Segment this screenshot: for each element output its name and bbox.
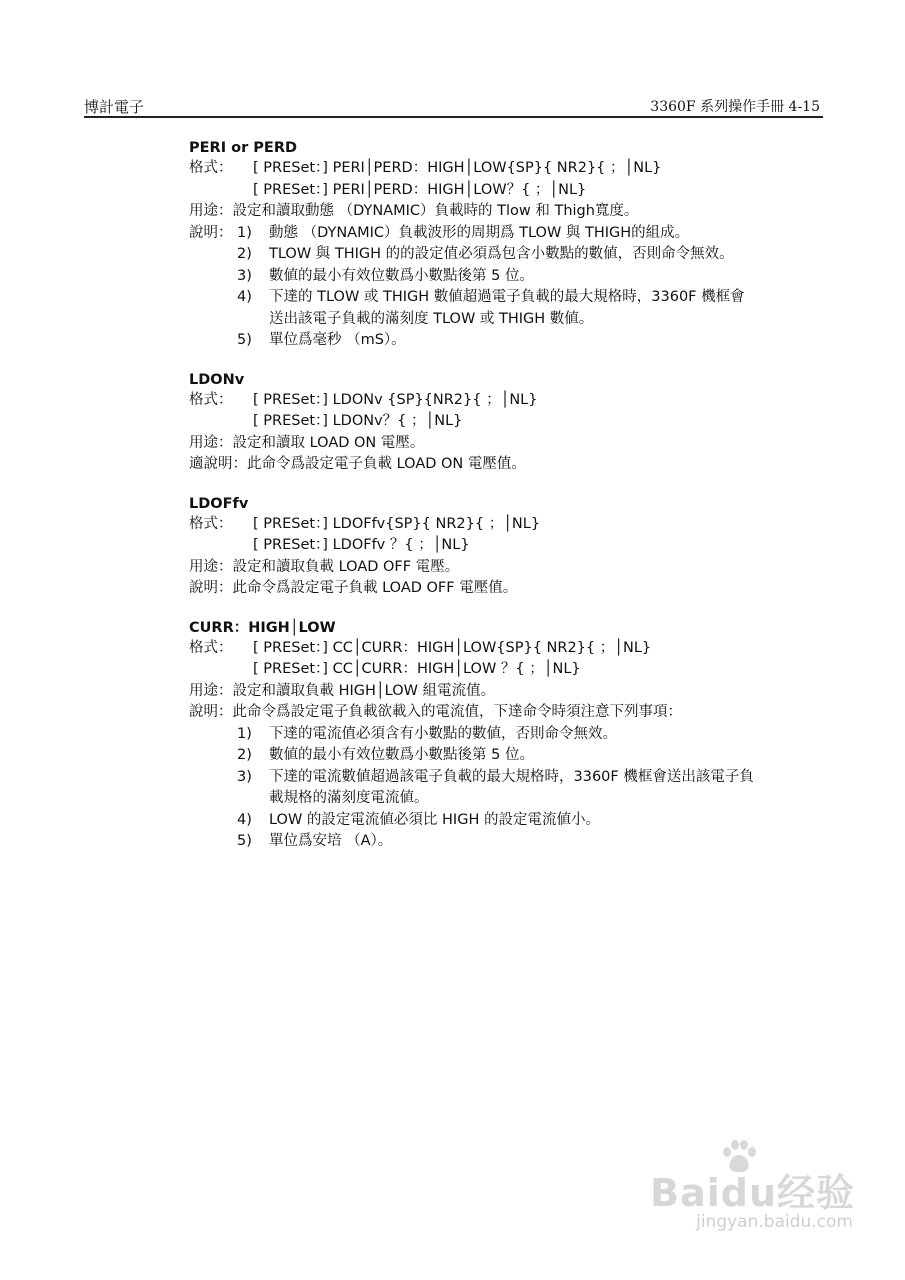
- desc-item: [189, 330, 829, 352]
- item-text: 單位爲毫秒 （mS）。: [269, 332, 406, 348]
- description-intro: 說明：此命令爲設定電子負載欲載入的電流值，下達命令時須注意下列事項：: [189, 704, 682, 720]
- item-text: 數値的最小有效位數爲小數點後第 5 位。: [269, 747, 534, 763]
- item-number: 4): [237, 811, 252, 828]
- desc-item: [189, 223, 829, 245]
- item-number: 2): [237, 246, 252, 262]
- item-text: 單位爲安培 （A）。: [269, 833, 393, 849]
- usage-line: 用途：設定和讀取負載 LOAD OFF 電壓。: [189, 558, 460, 575]
- desc-label: 說明：: [189, 224, 233, 241]
- format-code: [ PRESet：] CC│CURR：HIGH│LOW{SP}{ NR2}{ ；│NL}: [253, 639, 652, 656]
- section-title: LDONv: [189, 371, 245, 388]
- section-title: LDOFfv: [189, 495, 249, 512]
- format-code: [ PRESet：] LDOFfv{SP}{ NR2}{ ；│NL}: [253, 515, 541, 532]
- item-text: 載規格的滿刻度電流値。: [269, 790, 429, 806]
- item-number: 5): [237, 332, 252, 348]
- desc-item-continued: [189, 309, 829, 331]
- item-text: 數値的最小有效位數爲小數點後第 5 位。: [269, 267, 534, 284]
- baidu-watermark: [635, 1140, 855, 1240]
- item-number: 3): [237, 267, 252, 284]
- item-number: 5): [237, 833, 252, 849]
- watermark-logo: Baidu经验: [650, 1171, 855, 1215]
- item-text: 下達的電流值必須含有小數點的數値，否則命令無效。: [269, 725, 617, 742]
- desc-item: [189, 745, 829, 767]
- usage-line: 用途：設定和讀取 LOAD ON 電壓。: [189, 434, 425, 451]
- desc-item: [189, 810, 829, 832]
- format-label: 格式：: [189, 515, 233, 532]
- format-label: 格式：: [189, 160, 233, 176]
- desc-item-continued: [189, 788, 829, 810]
- section-curr-high-low: [189, 618, 829, 853]
- item-text: 下達的 TLOW 或 THIGH 數値超過電子負載的最大規格時，3360F 機框會: [269, 289, 745, 305]
- item-number: 4): [237, 289, 252, 305]
- format-code: [ PRESet：] LDONv？{ ；│NL}: [253, 413, 463, 429]
- item-number: 2): [237, 747, 252, 763]
- watermark-url: jingyan.baidu.com: [696, 1212, 853, 1232]
- item-text: TLOW 與 THIGH 的的設定值必須爲包含小數點的數値，否則命令無效。: [269, 246, 734, 262]
- format-line: [189, 514, 829, 536]
- format-line: [189, 638, 829, 660]
- desc-item: [189, 244, 829, 266]
- header-manual-page: 3360F 系列操作手冊 4-15: [650, 99, 820, 115]
- format-code: [ PRESet：] LDONv {SP}{NR2}{ ；│NL}: [253, 391, 538, 408]
- section-ldoffv: [189, 494, 829, 600]
- usage-line: 用途：設定和讀取負載 HIGH│LOW 組電流值。: [189, 682, 496, 699]
- document-body: [189, 138, 829, 871]
- description-line: 適說明：此命令爲設定電子負載 LOAD ON 電壓值。: [189, 456, 526, 472]
- format-line: [189, 390, 829, 412]
- desc-item: [189, 724, 829, 746]
- item-text: LOW 的設定電流値必須比 HIGH 的設定電流値小。: [269, 811, 600, 828]
- format-code: [ PRESet：] CC│CURR：HIGH│LOW ？{ ；│NL}: [253, 661, 581, 677]
- item-text: 送出該電子負載的滿刻度 TLOW 或 THIGH 數値。: [269, 310, 594, 327]
- desc-item: [189, 287, 829, 309]
- item-number: 3): [237, 768, 252, 785]
- desc-item: [189, 767, 829, 789]
- format-label: 格式：: [189, 639, 233, 656]
- item-number: 1): [237, 224, 252, 241]
- section-peri-perd: [189, 138, 829, 352]
- usage-line: 用途：設定和讀取動態 （DYNAMIC）負載時的 Tlow 和 Thigh寬度。: [189, 203, 639, 219]
- description-line: 說明：此命令爲設定電子負載 LOAD OFF 電壓值。: [189, 580, 518, 596]
- item-text: 下達的電流數値超過該電子負載的最大規格時，3360F 機框會送出該電子負: [269, 768, 754, 785]
- format-code: [ PRESet：] PERI│PERD：HIGH│LOW？{ ；│NL}: [253, 181, 587, 198]
- item-number: 1): [237, 725, 252, 742]
- section-title: PERI or PERD: [189, 140, 298, 156]
- section-title: CURR：HIGH│LOW: [189, 619, 336, 636]
- format-label: 格式：: [189, 391, 233, 408]
- header-divider: [84, 116, 823, 118]
- format-line: [189, 158, 829, 180]
- page-header: [84, 96, 820, 118]
- desc-item: [189, 831, 829, 853]
- format-code: [ PRESet：] PERI│PERD：HIGH│LOW{SP}{ NR2}{ ；│NL}: [253, 160, 662, 176]
- format-code: [ PRESet：] LDOFfv ？{ ；│NL}: [253, 537, 470, 553]
- item-text: 動態 （DYNAMIC）負載波形的周期爲 TLOW 與 THIGH的組成。: [269, 224, 690, 241]
- header-company: 博計電子: [84, 98, 145, 116]
- section-ldonv: [189, 370, 829, 476]
- desc-item: [189, 266, 829, 288]
